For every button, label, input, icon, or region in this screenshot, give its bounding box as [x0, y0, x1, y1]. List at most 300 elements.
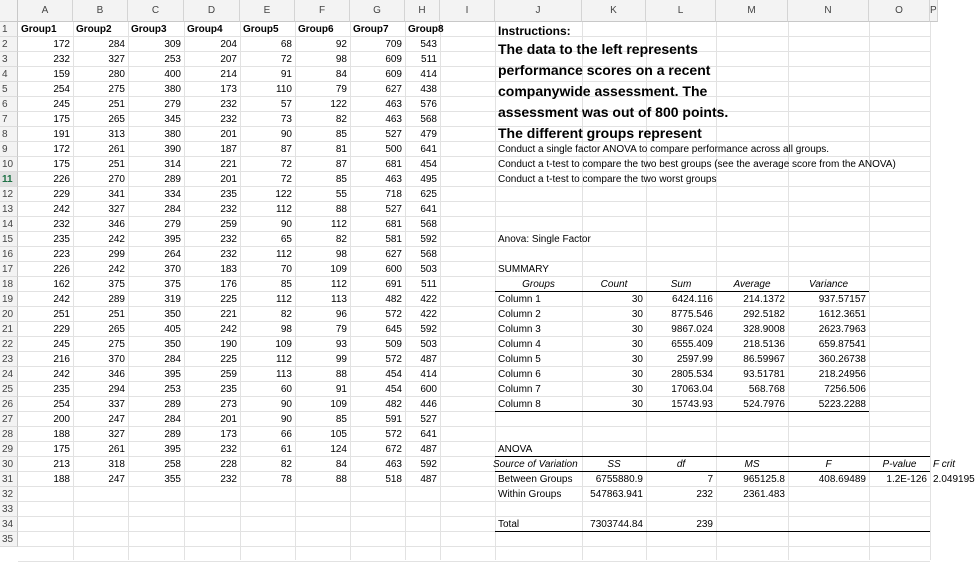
data-cell[interactable]: 414: [420, 69, 437, 80]
row-header-4[interactable]: 4: [0, 67, 18, 82]
data-cell[interactable]: 235: [220, 189, 237, 200]
summary-cell[interactable]: 7256.506: [824, 384, 866, 395]
data-cell[interactable]: 718: [385, 189, 402, 200]
row-header-7[interactable]: 7: [0, 112, 18, 127]
data-cell[interactable]: 91: [280, 69, 292, 80]
summary-cell[interactable]: 9867.024: [671, 324, 713, 335]
group-header[interactable]: Group3: [131, 24, 167, 35]
summary-cell[interactable]: 30: [631, 324, 643, 335]
anova-within-cell[interactable]: 2361.483: [743, 489, 785, 500]
data-cell[interactable]: 482: [385, 399, 402, 410]
row-header-2[interactable]: 2: [0, 37, 18, 52]
anova-between-cell[interactable]: 965125.8: [743, 474, 785, 485]
summary-cell[interactable]: 30: [631, 369, 643, 380]
row-header-9[interactable]: 9: [0, 142, 18, 157]
data-cell[interactable]: 350: [164, 309, 181, 320]
anova-within-cell[interactable]: 547863.941: [590, 489, 643, 500]
data-cell[interactable]: 280: [108, 69, 125, 80]
data-cell[interactable]: 645: [385, 324, 402, 335]
data-cell[interactable]: 463: [385, 174, 402, 185]
data-cell[interactable]: 232: [220, 204, 237, 215]
data-cell[interactable]: 454: [385, 384, 402, 395]
summary-cell[interactable]: 659.87541: [818, 339, 866, 350]
data-cell[interactable]: 229: [53, 324, 70, 335]
data-cell[interactable]: 509: [385, 339, 402, 350]
data-cell[interactable]: 213: [53, 459, 70, 470]
data-cell[interactable]: 511: [421, 279, 437, 290]
anova-between-cell[interactable]: 7: [707, 474, 713, 485]
data-cell[interactable]: 229: [53, 189, 70, 200]
column-header-o[interactable]: O: [869, 0, 930, 22]
data-cell[interactable]: 609: [385, 69, 402, 80]
data-cell[interactable]: 201: [220, 174, 237, 185]
data-cell[interactable]: 625: [420, 189, 437, 200]
data-cell[interactable]: 99: [335, 354, 347, 365]
data-cell[interactable]: 251: [108, 159, 125, 170]
data-cell[interactable]: 162: [53, 279, 70, 290]
data-cell[interactable]: 327: [108, 204, 125, 215]
data-cell[interactable]: 487: [420, 474, 437, 485]
summary-cell[interactable]: 93.51781: [743, 369, 785, 380]
data-cell[interactable]: 84: [335, 69, 347, 80]
data-cell[interactable]: 463: [385, 99, 402, 110]
summary-cell[interactable]: 218.5136: [743, 339, 785, 350]
summary-cell[interactable]: Column 3: [498, 324, 541, 335]
data-cell[interactable]: 273: [220, 399, 237, 410]
data-cell[interactable]: 232: [53, 54, 70, 65]
data-cell[interactable]: 275: [108, 84, 125, 95]
anova-between-cell[interactable]: 6755880.9: [595, 474, 643, 485]
data-cell[interactable]: 188: [53, 474, 70, 485]
row-header-12[interactable]: 12: [0, 187, 18, 202]
data-cell[interactable]: 113: [276, 369, 292, 380]
data-cell[interactable]: 91: [335, 384, 347, 395]
data-cell[interactable]: 201: [220, 129, 237, 140]
summary-cell[interactable]: Column 5: [498, 354, 541, 365]
data-cell[interactable]: 370: [108, 354, 125, 365]
data-cell[interactable]: 294: [108, 384, 125, 395]
data-cell[interactable]: 232: [220, 234, 237, 245]
row-header-20[interactable]: 20: [0, 307, 18, 322]
anova-between-cell[interactable]: 2.049195: [933, 474, 975, 485]
data-cell[interactable]: 109: [330, 399, 347, 410]
data-cell[interactable]: 242: [220, 324, 237, 335]
data-cell[interactable]: 609: [385, 54, 402, 65]
data-cell[interactable]: 511: [421, 54, 437, 65]
data-cell[interactable]: 188: [53, 429, 70, 440]
data-cell[interactable]: 258: [164, 459, 181, 470]
data-cell[interactable]: 422: [420, 294, 437, 305]
data-cell[interactable]: 85: [335, 129, 347, 140]
data-cell[interactable]: 527: [385, 129, 402, 140]
data-cell[interactable]: 98: [335, 249, 347, 260]
data-cell[interactable]: 261: [108, 144, 125, 155]
data-cell[interactable]: 327: [108, 429, 125, 440]
row-header-25[interactable]: 25: [0, 382, 18, 397]
summary-cell[interactable]: 17063.04: [671, 384, 713, 395]
data-cell[interactable]: 346: [108, 369, 125, 380]
data-cell[interactable]: 232: [220, 474, 237, 485]
data-cell[interactable]: 254: [53, 399, 70, 410]
data-cell[interactable]: 289: [164, 429, 181, 440]
data-cell[interactable]: 591: [385, 414, 402, 425]
row-header-22[interactable]: 22: [0, 337, 18, 352]
data-cell[interactable]: 232: [220, 444, 237, 455]
row-header-33[interactable]: 33: [0, 502, 18, 517]
data-cell[interactable]: 159: [53, 69, 70, 80]
select-all-corner[interactable]: [0, 0, 18, 22]
row-header-11[interactable]: 11: [0, 172, 18, 187]
data-cell[interactable]: 627: [385, 84, 402, 95]
data-cell[interactable]: 226: [53, 264, 70, 275]
data-cell[interactable]: 247: [108, 414, 125, 425]
summary-cell[interactable]: Column 1: [498, 294, 541, 305]
column-header-l[interactable]: L: [646, 0, 716, 22]
anova-header[interactable]: F: [825, 459, 832, 470]
data-cell[interactable]: 173: [220, 84, 237, 95]
data-cell[interactable]: 201: [220, 414, 237, 425]
data-cell[interactable]: 112: [276, 204, 292, 215]
data-cell[interactable]: 92: [335, 39, 347, 50]
anova-total-cell[interactable]: 239: [696, 519, 713, 530]
data-cell[interactable]: 438: [420, 84, 437, 95]
column-header-e[interactable]: E: [240, 0, 295, 22]
data-cell[interactable]: 709: [385, 39, 402, 50]
row-header-18[interactable]: 18: [0, 277, 18, 292]
data-cell[interactable]: 422: [420, 309, 437, 320]
column-header-n[interactable]: N: [788, 0, 869, 22]
data-cell[interactable]: 82: [280, 309, 292, 320]
data-cell[interactable]: 681: [385, 219, 402, 230]
data-cell[interactable]: 380: [164, 84, 181, 95]
data-cell[interactable]: 380: [164, 129, 181, 140]
data-cell[interactable]: 568: [420, 249, 437, 260]
data-cell[interactable]: 235: [53, 234, 70, 245]
data-cell[interactable]: 446: [420, 399, 437, 410]
data-cell[interactable]: 204: [220, 39, 237, 50]
data-cell[interactable]: 173: [220, 429, 237, 440]
data-cell[interactable]: 568: [420, 219, 437, 230]
row-header-31[interactable]: 31: [0, 472, 18, 487]
summary-cell[interactable]: 2597.99: [676, 354, 713, 365]
data-cell[interactable]: 87: [280, 144, 292, 155]
summary-cell[interactable]: Column 8: [498, 399, 541, 410]
data-cell[interactable]: 503: [420, 264, 437, 275]
data-cell[interactable]: 259: [220, 219, 237, 230]
data-cell[interactable]: 568: [420, 114, 437, 125]
data-cell[interactable]: 264: [164, 249, 181, 260]
data-cell[interactable]: 96: [335, 309, 347, 320]
summary-header[interactable]: Variance: [808, 279, 849, 290]
data-cell[interactable]: 454: [385, 369, 402, 380]
instructions-task[interactable]: Conduct a t-test to compare the two best groups (see the average score from the ANOVA): [498, 159, 896, 170]
summary-header[interactable]: Sum: [670, 279, 692, 290]
data-cell[interactable]: 109: [330, 264, 347, 275]
data-cell[interactable]: 572: [385, 309, 402, 320]
summary-header[interactable]: Groups: [522, 279, 555, 290]
data-cell[interactable]: 112: [276, 294, 292, 305]
summary-label[interactable]: SUMMARY: [498, 264, 549, 275]
data-cell[interactable]: 216: [53, 354, 70, 365]
row-header-16[interactable]: 16: [0, 247, 18, 262]
data-cell[interactable]: 270: [108, 174, 125, 185]
data-cell[interactable]: 341: [108, 189, 125, 200]
data-cell[interactable]: 232: [220, 99, 237, 110]
summary-cell[interactable]: Column 6: [498, 369, 541, 380]
group-header[interactable]: Group2: [76, 24, 112, 35]
data-cell[interactable]: 225: [220, 354, 237, 365]
data-cell[interactable]: 265: [108, 114, 125, 125]
data-cell[interactable]: 112: [331, 279, 347, 290]
summary-cell[interactable]: 218.24956: [818, 369, 866, 380]
data-cell[interactable]: 72: [280, 174, 292, 185]
data-cell[interactable]: 395: [164, 234, 181, 245]
data-cell[interactable]: 87: [335, 159, 347, 170]
data-cell[interactable]: 124: [330, 444, 347, 455]
data-cell[interactable]: 113: [331, 294, 347, 305]
summary-cell[interactable]: 6555.409: [671, 339, 713, 350]
row-header-8[interactable]: 8: [0, 127, 18, 142]
row-header-17[interactable]: 17: [0, 262, 18, 277]
data-cell[interactable]: 105: [330, 429, 347, 440]
column-header-b[interactable]: B: [73, 0, 128, 22]
summary-cell[interactable]: 86.59967: [743, 354, 785, 365]
summary-cell[interactable]: 5223.2288: [818, 399, 866, 410]
summary-cell[interactable]: 30: [631, 309, 643, 320]
data-cell[interactable]: 200: [53, 414, 70, 425]
data-cell[interactable]: 175: [53, 159, 70, 170]
anova-title[interactable]: Anova: Single Factor: [498, 234, 591, 245]
data-cell[interactable]: 299: [108, 249, 125, 260]
data-cell[interactable]: 395: [164, 444, 181, 455]
data-cell[interactable]: 84: [335, 459, 347, 470]
data-cell[interactable]: 284: [164, 204, 181, 215]
data-cell[interactable]: 572: [385, 429, 402, 440]
summary-cell[interactable]: 524.7976: [743, 399, 785, 410]
data-cell[interactable]: 581: [385, 234, 402, 245]
data-cell[interactable]: 289: [164, 174, 181, 185]
anova-between-cell[interactable]: 1.2E-126: [886, 474, 927, 485]
data-cell[interactable]: 454: [420, 159, 437, 170]
data-cell[interactable]: 112: [276, 249, 292, 260]
summary-cell[interactable]: 15743.93: [671, 399, 713, 410]
data-cell[interactable]: 176: [220, 279, 237, 290]
data-cell[interactable]: 242: [108, 234, 125, 245]
data-cell[interactable]: 350: [164, 339, 181, 350]
group-header[interactable]: Group6: [298, 24, 334, 35]
data-cell[interactable]: 503: [420, 339, 437, 350]
column-header-h[interactable]: H: [405, 0, 440, 22]
data-cell[interactable]: 90: [280, 129, 292, 140]
data-cell[interactable]: 110: [276, 84, 292, 95]
data-cell[interactable]: 245: [53, 99, 70, 110]
column-header-j[interactable]: J: [495, 0, 582, 22]
anova-total-cell[interactable]: Total: [498, 519, 520, 530]
data-cell[interactable]: 672: [385, 444, 402, 455]
data-cell[interactable]: 600: [385, 264, 402, 275]
data-cell[interactable]: 254: [53, 84, 70, 95]
data-cell[interactable]: 279: [164, 219, 181, 230]
summary-cell[interactable]: 328.9008: [743, 324, 785, 335]
row-header-29[interactable]: 29: [0, 442, 18, 457]
data-cell[interactable]: 242: [53, 369, 70, 380]
anova-header[interactable]: P-value: [882, 459, 917, 470]
data-cell[interactable]: 225: [220, 294, 237, 305]
summary-header[interactable]: Count: [600, 279, 628, 290]
data-cell[interactable]: 275: [108, 339, 125, 350]
summary-cell[interactable]: 937.57157: [818, 294, 866, 305]
row-header-23[interactable]: 23: [0, 352, 18, 367]
summary-cell[interactable]: 292.5182: [743, 309, 785, 320]
data-cell[interactable]: 112: [276, 354, 292, 365]
data-cell[interactable]: 543: [420, 39, 437, 50]
anova-header[interactable]: df: [676, 459, 686, 470]
data-cell[interactable]: 235: [220, 384, 237, 395]
data-cell[interactable]: 85: [280, 279, 292, 290]
data-cell[interactable]: 221: [220, 309, 237, 320]
data-cell[interactable]: 60: [280, 384, 292, 395]
row-header-21[interactable]: 21: [0, 322, 18, 337]
anova-within-cell[interactable]: 232: [696, 489, 713, 500]
group-header[interactable]: Group4: [187, 24, 223, 35]
anova-total-cell[interactable]: 7303744.84: [590, 519, 643, 530]
anova-header[interactable]: Source of Variation: [493, 459, 578, 470]
data-cell[interactable]: 172: [53, 144, 70, 155]
row-header-32[interactable]: 32: [0, 487, 18, 502]
data-cell[interactable]: 82: [335, 234, 347, 245]
summary-cell[interactable]: Column 7: [498, 384, 541, 395]
data-cell[interactable]: 253: [164, 384, 181, 395]
group-header[interactable]: Group5: [243, 24, 279, 35]
column-header-a[interactable]: A: [18, 0, 73, 22]
data-cell[interactable]: 527: [420, 414, 437, 425]
anova-between-cell[interactable]: 408.69489: [818, 474, 866, 485]
data-cell[interactable]: 90: [280, 414, 292, 425]
data-cell[interactable]: 232: [53, 219, 70, 230]
data-cell[interactable]: 572: [385, 354, 402, 365]
data-cell[interactable]: 253: [164, 54, 181, 65]
group-header[interactable]: Group1: [21, 24, 57, 35]
column-header-f[interactable]: F: [295, 0, 350, 22]
data-cell[interactable]: 221: [220, 159, 237, 170]
data-cell[interactable]: 284: [108, 39, 125, 50]
row-header-24[interactable]: 24: [0, 367, 18, 382]
data-cell[interactable]: 334: [164, 189, 181, 200]
data-cell[interactable]: 641: [420, 429, 437, 440]
data-cell[interactable]: 309: [164, 39, 181, 50]
data-cell[interactable]: 242: [53, 294, 70, 305]
data-cell[interactable]: 85: [335, 414, 347, 425]
summary-cell[interactable]: 360.26738: [818, 354, 866, 365]
data-cell[interactable]: 72: [280, 54, 292, 65]
summary-cell[interactable]: 30: [631, 354, 643, 365]
row-header-19[interactable]: 19: [0, 292, 18, 307]
data-cell[interactable]: 90: [280, 399, 292, 410]
group-header[interactable]: Group7: [353, 24, 389, 35]
summary-cell[interactable]: Column 2: [498, 309, 541, 320]
summary-cell[interactable]: 568.768: [748, 384, 785, 395]
data-cell[interactable]: 405: [164, 324, 181, 335]
anova-between-cell[interactable]: Between Groups: [498, 474, 573, 485]
anova-header[interactable]: MS: [744, 459, 760, 470]
data-cell[interactable]: 487: [420, 354, 437, 365]
data-cell[interactable]: 691: [385, 279, 402, 290]
data-cell[interactable]: 235: [53, 384, 70, 395]
column-header-d[interactable]: D: [184, 0, 240, 22]
instructions-task[interactable]: Conduct a t-test to compare the two worst groups: [498, 174, 717, 185]
data-cell[interactable]: 98: [335, 54, 347, 65]
data-cell[interactable]: 482: [385, 294, 402, 305]
summary-cell[interactable]: 214.1372: [743, 294, 785, 305]
data-cell[interactable]: 600: [420, 384, 437, 395]
data-cell[interactable]: 226: [53, 174, 70, 185]
data-cell[interactable]: 98: [280, 324, 292, 335]
data-cell[interactable]: 527: [385, 204, 402, 215]
data-cell[interactable]: 175: [53, 444, 70, 455]
summary-cell[interactable]: 30: [631, 294, 643, 305]
data-cell[interactable]: 284: [164, 414, 181, 425]
column-header-m[interactable]: M: [716, 0, 788, 22]
summary-cell[interactable]: 30: [631, 399, 643, 410]
data-cell[interactable]: 70: [280, 264, 292, 275]
row-header-14[interactable]: 14: [0, 217, 18, 232]
data-cell[interactable]: 495: [420, 174, 437, 185]
anova-header[interactable]: SS: [607, 459, 621, 470]
row-header-3[interactable]: 3: [0, 52, 18, 67]
data-cell[interactable]: 627: [385, 249, 402, 260]
summary-cell[interactable]: 2805.534: [671, 369, 713, 380]
row-header-13[interactable]: 13: [0, 202, 18, 217]
row-header-1[interactable]: 1: [0, 22, 18, 37]
data-cell[interactable]: 183: [220, 264, 237, 275]
data-cell[interactable]: 223: [53, 249, 70, 260]
data-cell[interactable]: 314: [164, 159, 181, 170]
row-header-26[interactable]: 26: [0, 397, 18, 412]
data-cell[interactable]: 487: [420, 444, 437, 455]
data-cell[interactable]: 82: [280, 459, 292, 470]
data-cell[interactable]: 88: [335, 369, 347, 380]
data-cell[interactable]: 284: [164, 354, 181, 365]
row-header-10[interactable]: 10: [0, 157, 18, 172]
data-cell[interactable]: 370: [164, 264, 181, 275]
data-cell[interactable]: 66: [280, 429, 292, 440]
data-cell[interactable]: 207: [220, 54, 237, 65]
summary-cell[interactable]: 30: [631, 339, 643, 350]
column-header-g[interactable]: G: [350, 0, 405, 22]
summary-cell[interactable]: Column 4: [498, 339, 541, 350]
column-header-i[interactable]: I: [440, 0, 495, 22]
data-cell[interactable]: 245: [53, 339, 70, 350]
anova-header[interactable]: F crit: [933, 459, 956, 470]
data-cell[interactable]: 78: [280, 474, 292, 485]
data-cell[interactable]: 81: [335, 144, 347, 155]
group-header[interactable]: Group8: [408, 24, 444, 35]
data-cell[interactable]: 57: [280, 99, 292, 110]
data-cell[interactable]: 337: [108, 399, 125, 410]
data-cell[interactable]: 55: [335, 189, 347, 200]
data-cell[interactable]: 191: [53, 129, 70, 140]
data-cell[interactable]: 122: [275, 189, 292, 200]
data-cell[interactable]: 319: [164, 294, 181, 305]
summary-cell[interactable]: 1612.3651: [818, 309, 866, 320]
data-cell[interactable]: 313: [108, 129, 125, 140]
instructions-task[interactable]: Conduct a single factor ANOVA to compare performance across all groups.: [498, 144, 830, 155]
row-header-34[interactable]: 34: [0, 517, 18, 532]
data-cell[interactable]: 265: [108, 324, 125, 335]
summary-cell[interactable]: 6424.116: [672, 294, 713, 305]
data-cell[interactable]: 251: [53, 309, 70, 320]
column-header-k[interactable]: K: [582, 0, 646, 22]
